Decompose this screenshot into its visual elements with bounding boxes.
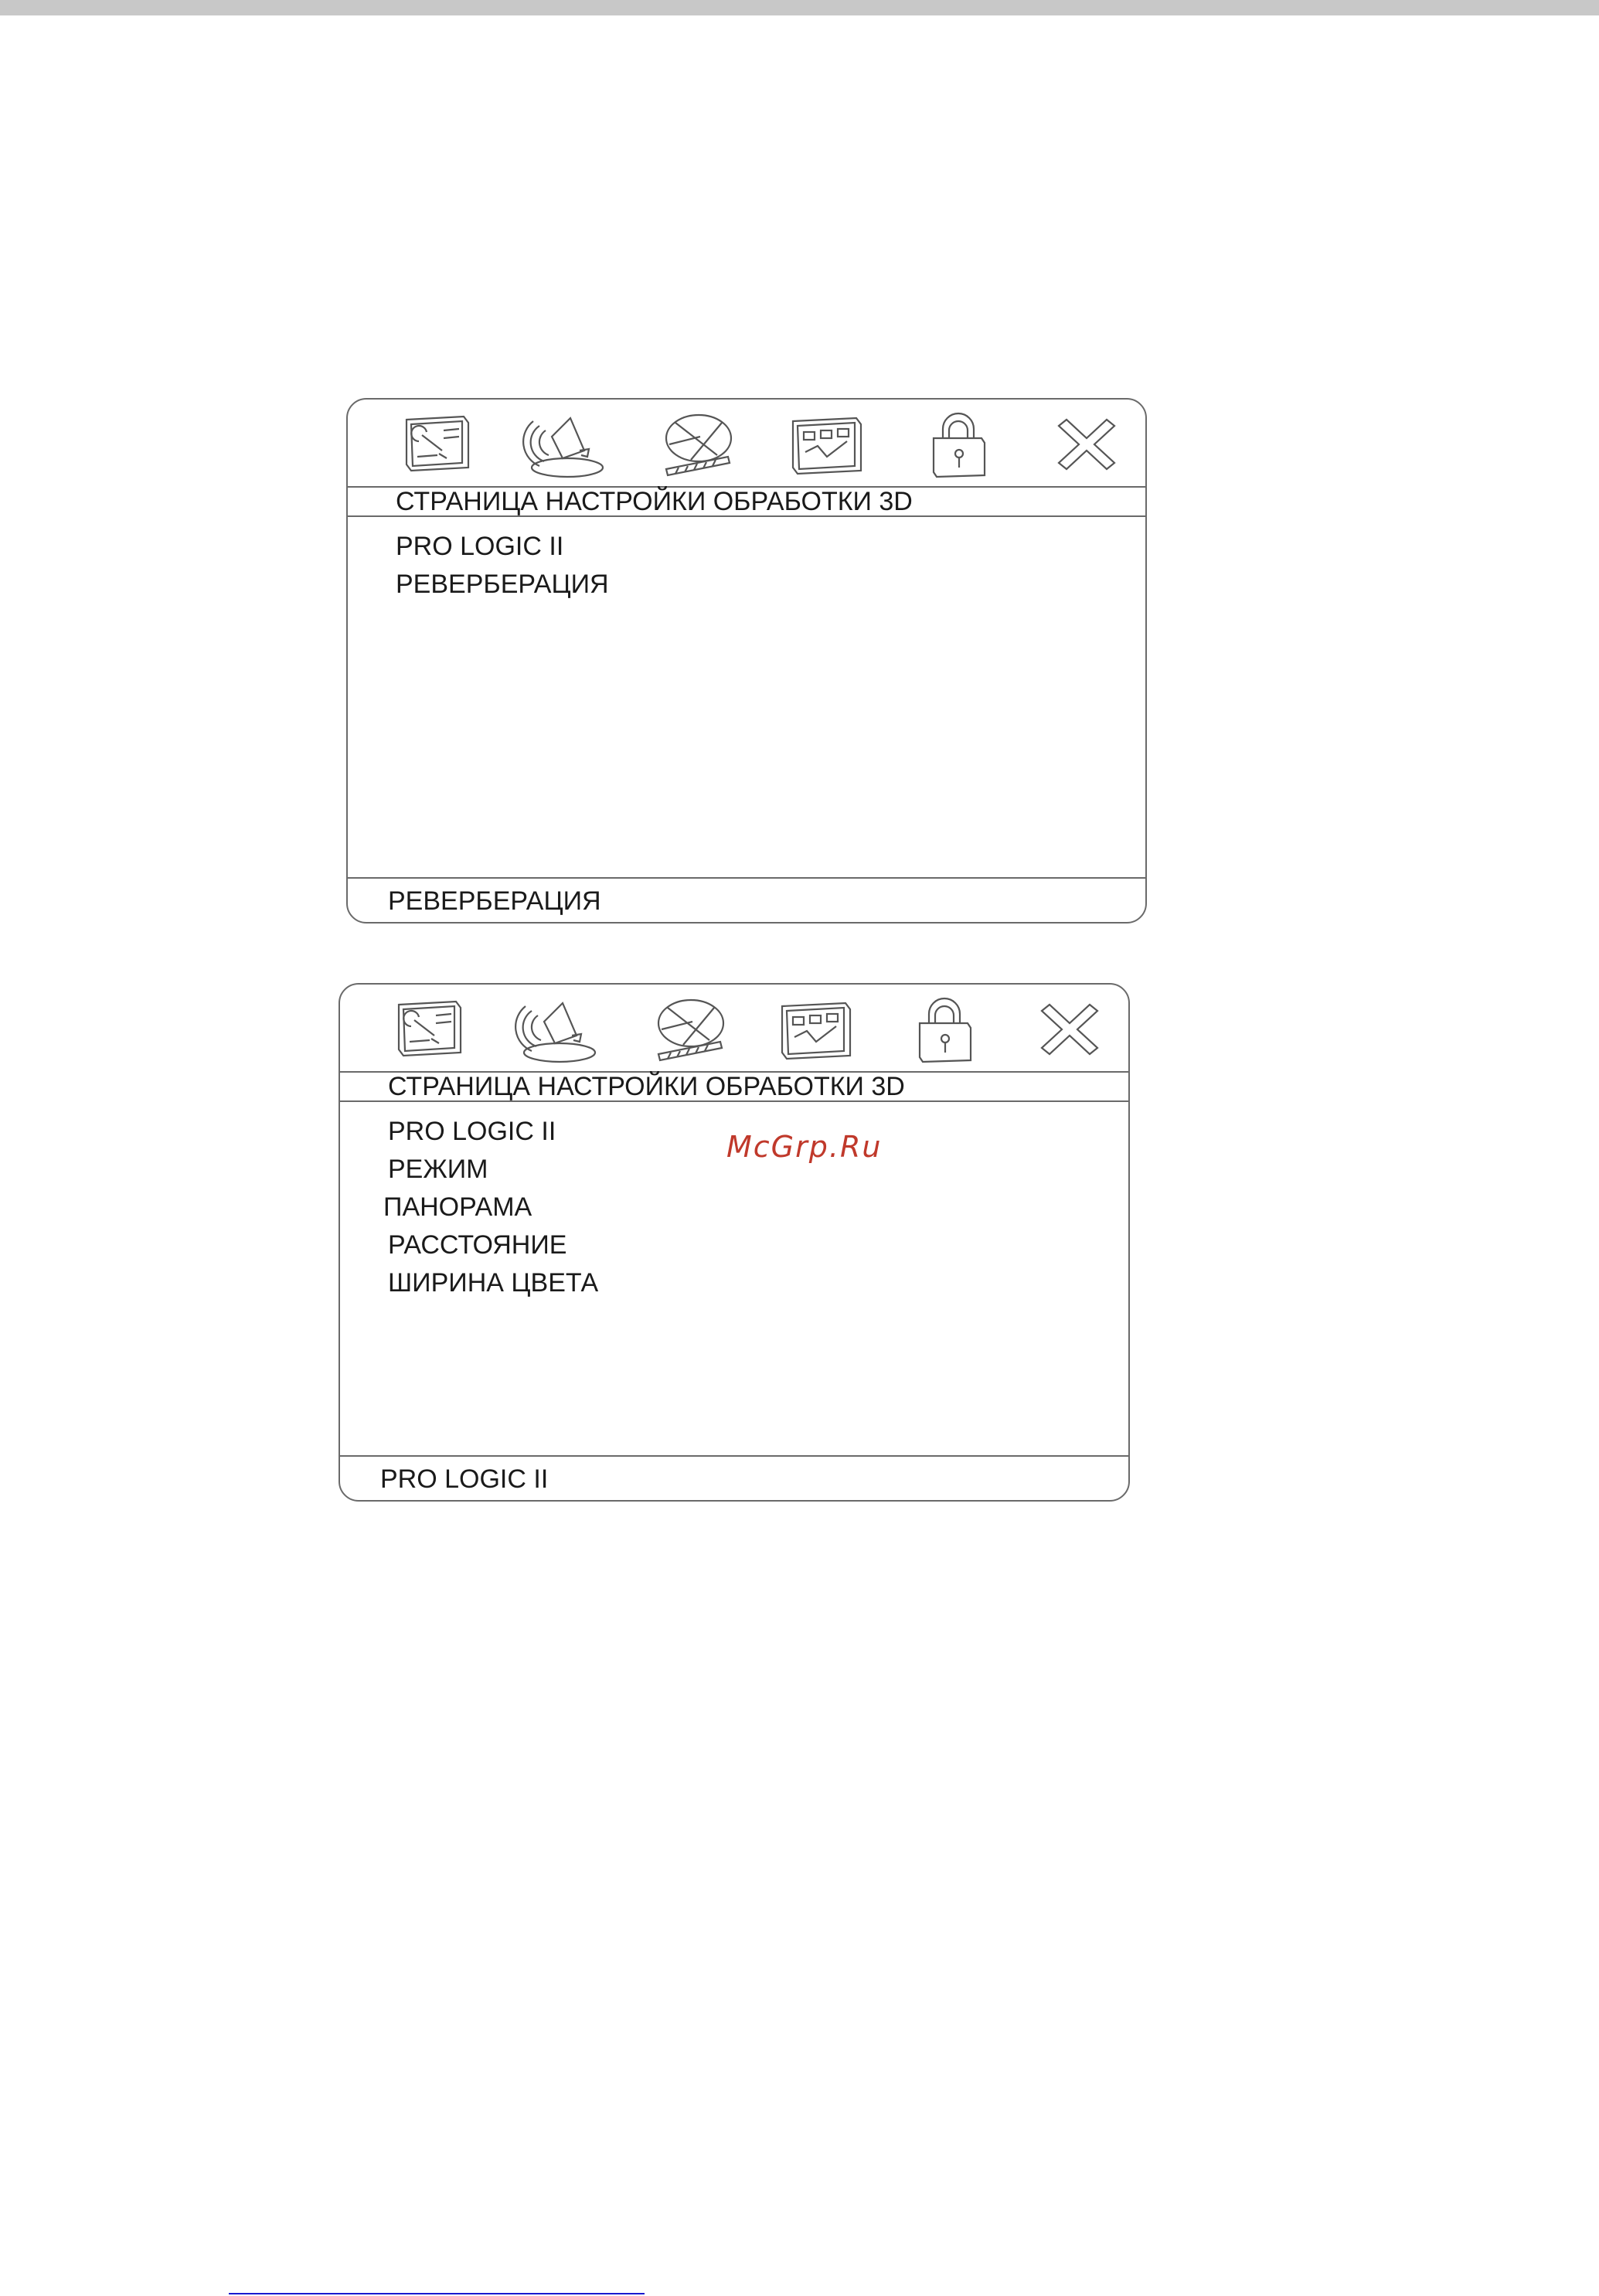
menu-item-mode[interactable]: РЕЖИМ	[388, 1155, 488, 1184]
menu-item-pro-logic[interactable]: PRO LOGIC II	[388, 1117, 556, 1146]
top-gray-bar	[0, 0, 1599, 15]
watermark-text: McGrp.Ru	[726, 1130, 883, 1164]
menu-item-reverb[interactable]: РЕВЕРБЕРАЦИЯ	[396, 570, 609, 599]
menu-item-distance[interactable]: РАССТОЯНИЕ	[388, 1230, 567, 1260]
menu-item-panorama[interactable]: ПАНОРАМА	[383, 1192, 532, 1222]
preferences-panel-icon[interactable]	[785, 407, 869, 481]
menu-items-list	[383, 1113, 599, 1302]
video-film-reel-icon[interactable]	[655, 407, 739, 481]
exit-x-icon[interactable]	[1045, 407, 1128, 481]
password-lock-icon[interactable]	[903, 992, 986, 1066]
page-title: СТРАНИЦА НАСТРОЙКИ ОБРАБОТКИ 3D	[340, 1071, 1128, 1102]
menu-item-color-width[interactable]: ШИРИНА ЦВЕТА	[388, 1268, 599, 1298]
menu-items-list	[396, 528, 609, 604]
page-title: СТРАНИЦА НАСТРОЙКИ ОБРАБОТКИ 3D	[348, 486, 1145, 517]
exit-x-icon[interactable]	[1028, 992, 1111, 1066]
audio-speaker-icon[interactable]	[515, 992, 598, 1066]
bottom-link-underline[interactable]	[229, 2293, 645, 2294]
setup-menu-reverb	[346, 398, 1147, 924]
status-footer: PRO LOGIC II	[340, 1455, 1128, 1500]
video-film-reel-icon[interactable]	[648, 992, 731, 1066]
password-lock-icon[interactable]	[917, 407, 1000, 481]
menu-icon-bar	[348, 400, 1145, 488]
setup-menu-pro-logic	[339, 983, 1130, 1502]
status-footer: РЕВЕРБЕРАЦИЯ	[348, 877, 1145, 922]
general-setup-icon[interactable]	[396, 407, 479, 481]
preferences-panel-icon[interactable]	[774, 992, 858, 1066]
menu-icon-bar	[340, 985, 1128, 1073]
menu-item-pro-logic[interactable]: PRO LOGIC II	[396, 532, 564, 561]
general-setup-icon[interactable]	[388, 992, 471, 1066]
audio-speaker-icon[interactable]	[522, 407, 606, 481]
